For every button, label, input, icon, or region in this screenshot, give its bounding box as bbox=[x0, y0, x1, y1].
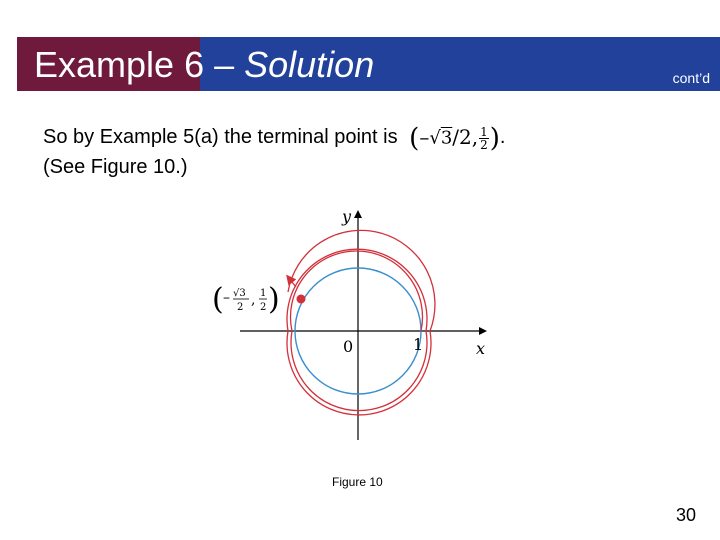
unit-label: 1 bbox=[413, 335, 424, 354]
point-label-frac2-num: 1 bbox=[260, 288, 267, 299]
fraction-denominator: 2 bbox=[480, 138, 488, 152]
terminal-point-expression bbox=[409, 122, 500, 154]
slash-denominator: /2 bbox=[452, 125, 472, 149]
x-axis-label: x bbox=[476, 339, 486, 358]
body-text bbox=[43, 122, 505, 182]
point-label-paren-close: ) bbox=[268, 282, 280, 317]
title-main: Example 6 – bbox=[34, 44, 245, 85]
page-number: 30 bbox=[676, 505, 697, 525]
sqrt-symbol: √ bbox=[429, 127, 441, 149]
fraction-one-half bbox=[479, 126, 489, 151]
y-axis-label: y bbox=[342, 207, 352, 226]
terminal-point bbox=[297, 295, 306, 304]
continued-label: cont’d bbox=[672, 70, 710, 86]
sqrt-expression bbox=[429, 128, 452, 149]
unit-circle-figure bbox=[205, 200, 505, 450]
point-label-frac1-den: 2 bbox=[237, 302, 244, 313]
sqrt-radicand: 3 bbox=[440, 127, 453, 149]
minus-sign: – bbox=[419, 125, 430, 149]
wrapping-path bbox=[287, 230, 435, 415]
origin-label: 0 bbox=[343, 337, 354, 356]
paren-close: ) bbox=[489, 123, 500, 154]
body-line-2: (See Figure 10.) bbox=[43, 156, 188, 178]
fraction-numerator: 1 bbox=[480, 125, 488, 139]
comma: , bbox=[471, 125, 479, 149]
paren-open: ( bbox=[409, 123, 420, 154]
point-label-frac2-den: 2 bbox=[260, 302, 267, 313]
point-label-frac1-num: √3 bbox=[233, 288, 246, 299]
body-line-1 bbox=[43, 122, 505, 152]
point-label bbox=[212, 282, 280, 317]
point-label-minus: – bbox=[223, 290, 230, 306]
body-line-1-text: So by Example 5(a) the terminal point is bbox=[43, 126, 398, 149]
figure-caption: Figure 10 bbox=[332, 475, 383, 489]
title-subtitle: Solution bbox=[244, 44, 375, 85]
point-label-comma: , bbox=[251, 292, 256, 308]
point-label-paren-open: ( bbox=[212, 282, 224, 317]
slide-title bbox=[34, 45, 374, 85]
title-bar bbox=[17, 37, 720, 91]
body-line-1-period: . bbox=[499, 126, 506, 149]
